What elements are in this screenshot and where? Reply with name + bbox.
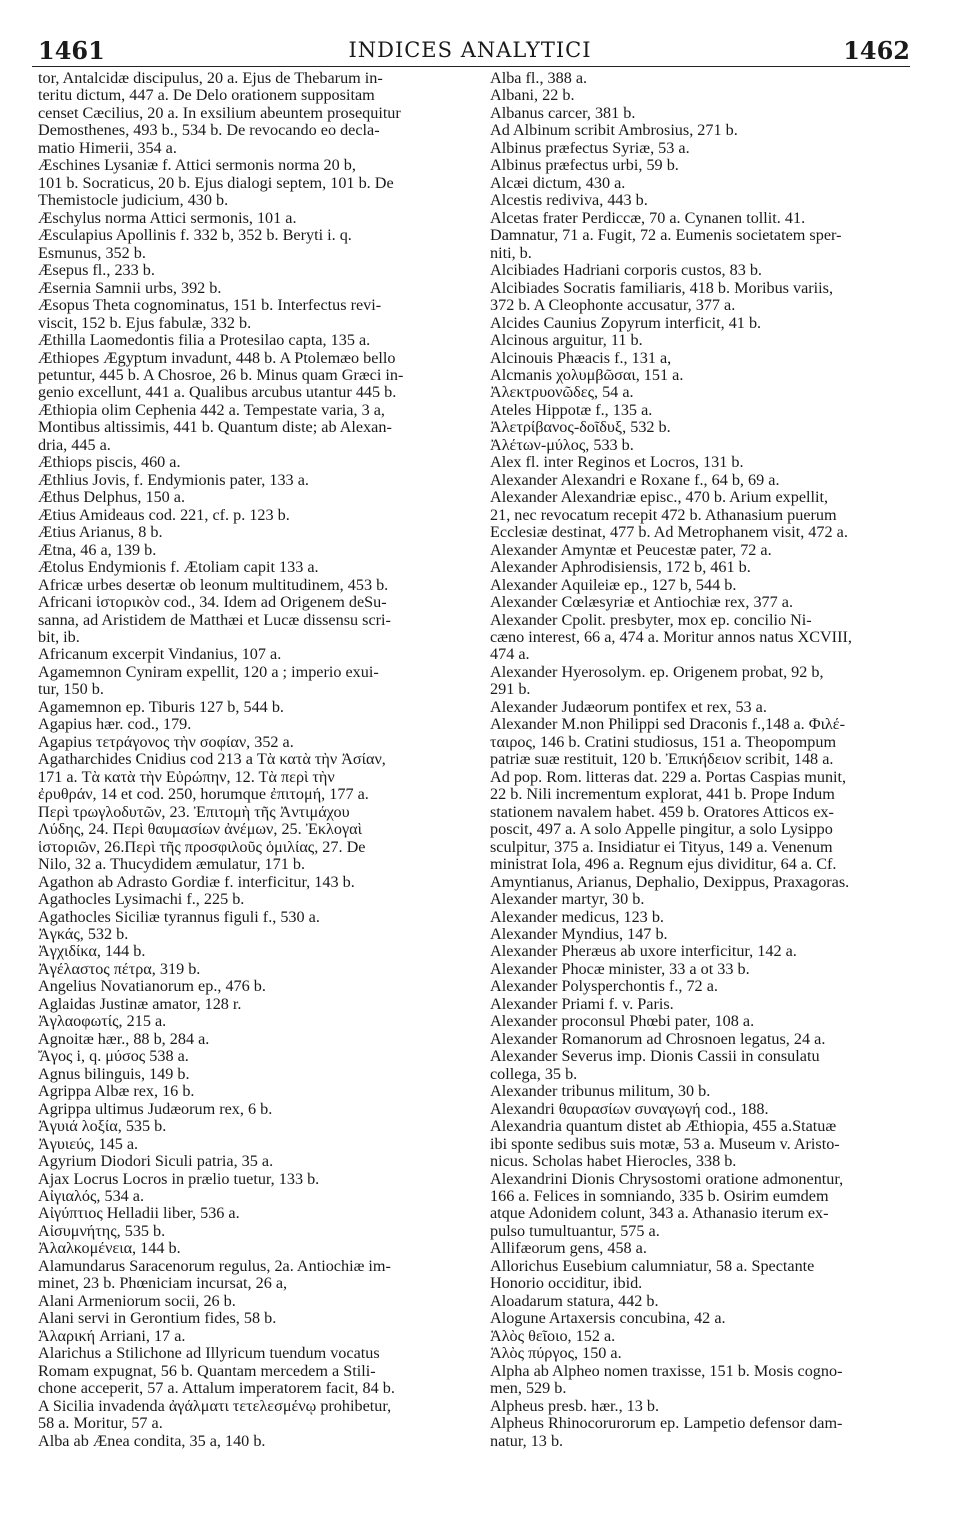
- index-line: Alexander Aphrodisiensis, 172 b, 461 b.: [490, 559, 751, 577]
- index-line: teritu dictum, 447 a. De Delo orationem suppositam: [38, 87, 375, 105]
- index-line: Alcibiades Socratis familiaris, 418 b. Moribus variis,: [490, 279, 834, 297]
- index-line: Æthilla Laomedontis filia a Protesilao capta, 135 a.: [38, 332, 371, 350]
- index-line: Agrippa ultimus Judæorum rex, 6 b.: [38, 1100, 273, 1118]
- index-line: Ad pop. Rom. litteras dat. 229 a. Portas Caspias munit,: [490, 768, 847, 786]
- index-line: Æthlius Jovis, f. Endymionis pater, 133 a.: [38, 471, 309, 489]
- index-line: Alexander martyr, 30 b.: [490, 891, 645, 909]
- index-line: 58 a. Moritur, 57 a.: [38, 1415, 163, 1433]
- index-line: Alexander Romanorum ad Chrosnoen legatus, 24 a.: [490, 1030, 826, 1048]
- index-line: Alani Armeniorum socii, 26 b.: [38, 1292, 236, 1310]
- index-line: Agamemnon ep. Tiburis 127 b, 544 b.: [38, 698, 284, 716]
- index-line: 21, nec revocatum recepit 472 b. Athanasium puerum: [490, 506, 837, 524]
- index-line: Alba ab Ænea condita, 35 a, 140 b.: [38, 1432, 266, 1450]
- index-line: Alexander Cœlæsyriæ et Antiochiæ rex, 377 a.: [490, 594, 794, 612]
- index-line: Ἀλέτων-μύλος, 533 b.: [490, 436, 634, 454]
- index-line: Æsculapius Apollinis f. 332 b, 352 b. Beryti i. q.: [38, 227, 352, 245]
- index-line: Æthiopes Ægyptum invadunt, 448 b. A Ptolemæo bello: [38, 349, 396, 367]
- index-line: Albinus præfectus Syriæ, 53 a.: [490, 139, 690, 157]
- index-line: Ἀλετρίβανος-δοῖδυξ, 532 b.: [490, 419, 671, 437]
- page-header: [30, 36, 910, 66]
- running-title: INDICES ANALYTICI: [348, 38, 592, 62]
- index-line: Africani ἱστορικὸν cod., 34. Idem ad Origenem deSu-: [38, 594, 387, 612]
- index-line: Ætna, 46 a, 139 b.: [38, 541, 157, 559]
- index-line: Demosthenes, 493 b., 534 b. De revocando eo declа-: [38, 122, 380, 140]
- index-line: Æthiopia olim Cephenia 442 a. Tempestate varia, 3 a,: [38, 401, 385, 419]
- index-line: Ἀγκάς, 532 b.: [38, 925, 129, 943]
- index-line: Alamundarus Saracenorum regulus, 2a. Antiochiæ im-: [38, 1257, 391, 1275]
- index-line: Alexandri θαυρασίων συναγωγή cod., 188.: [490, 1100, 769, 1118]
- right-column: [490, 70, 920, 1450]
- index-line: Ætius Amideaus cod. 221, cf. p. 123 b.: [38, 506, 290, 524]
- index-line: Ἁλὸς πύργος, 150 a.: [490, 1345, 622, 1363]
- index-line: men, 529 b.: [490, 1380, 567, 1398]
- index-line: ἱστοριῶν, 26.Περὶ τῆς προσφιλοῦς ὁμιλίας, 27. De: [38, 838, 366, 856]
- index-line: Æthus Delphus, 150 a.: [38, 489, 186, 507]
- index-line: pulso tumultuantur, 575 a.: [490, 1222, 660, 1240]
- index-line: viscit, 152 b. Ejus fabulæ, 332 b.: [38, 314, 252, 332]
- index-line: Albinus præfectus urbi, 59 b.: [490, 157, 679, 175]
- index-line: Agamemnon Cyniram expellit, 120 a ; imperio exui-: [38, 663, 379, 681]
- index-line: Africæ urbes desertæ ob leonum multitudinem, 453 b.: [38, 576, 389, 594]
- index-line: Alexander Phocæ minister, 33 a ot 33 b.: [490, 960, 750, 978]
- index-line: 166 a. Felices in somniando, 335 b. Osirim eumdem: [490, 1188, 829, 1205]
- index-line: ministrat Iola, 496 a. Regnum ejus dividitur, 64 a. Cf.: [490, 856, 837, 874]
- index-line: Æschylus norma Attici sermonis, 101 a.: [38, 209, 297, 227]
- index-line: Alexander Cpolit. presbyter, mox ep. concilio Ni-: [490, 611, 812, 629]
- index-line: dria, 445 a.: [38, 436, 111, 454]
- index-line: Agathocles Lysimachi f., 225 b.: [38, 891, 245, 909]
- index-line: Ætius Arianus, 8 b.: [38, 524, 163, 542]
- index-line: Alcinouis Phæacis f., 131 a,: [490, 349, 672, 367]
- index-line: ἐρυθράν, 14 et cod. 250, horumque ἐπιτομή, 177 a.: [38, 786, 369, 804]
- index-line: genio excellunt, 441 a. Qualibus arcubus utantur 445 b.: [38, 384, 397, 402]
- index-line: Alpheus presb. hær., 13 b.: [490, 1397, 660, 1415]
- index-line: Agnus bilinguis, 149 b.: [38, 1065, 190, 1083]
- index-line: tor, Antalcidæ discipulus, 20 a. Ejus de Thebarum in-: [38, 70, 383, 87]
- index-line: Allorichus Eusebium calumniatur, 58 a. Spectante: [490, 1257, 815, 1275]
- index-line: Angelius Novatianorum ep., 476 b.: [38, 978, 266, 996]
- index-line: Romam expugnat, 56 b. Quantam mercedem a Stili-: [38, 1362, 376, 1380]
- index-line: Æsopus Theta cognominatus, 151 b. Interfectus revi-: [38, 297, 382, 315]
- index-line: sculpitur, 375 a. Insidiatur ei Tityus, 149 a. Venenum: [490, 838, 833, 856]
- index-line: Ἀλαλκομένεια, 144 b.: [38, 1240, 181, 1258]
- index-line: Ἀλαρική Arriani, 17 a.: [38, 1327, 186, 1345]
- index-line: Albanus carcer, 381 b.: [490, 104, 636, 122]
- index-line: Alexander Alexandriæ episc., 470 b. Arium expellit,: [490, 489, 829, 507]
- index-line: Ætolus Endymionis f. Ætoliam capit 133 a.: [38, 559, 319, 577]
- index-line: Aglaidas Justinæ amator, 128 r.: [38, 995, 242, 1013]
- index-line: Honorio occiditur, ibid.: [490, 1275, 643, 1293]
- index-line: Agyrium Diodori Siculi patria, 35 a.: [38, 1153, 274, 1171]
- index-line: Αἰσυμνήτης, 535 b.: [38, 1222, 166, 1240]
- index-line: Æschines Lysaniæ f. Attici sermonis norma 20 b,: [38, 157, 356, 175]
- index-line: ibi sponte sedibus suis motæ, 53 a. Museum v. Aristo-: [490, 1135, 840, 1153]
- index-line: 372 b. A Cleophonte accusatur, 377 a.: [490, 297, 736, 315]
- index-line: bit, ib.: [38, 629, 80, 646]
- index-line: Agrippa Albæ rex, 16 b.: [38, 1083, 195, 1101]
- index-line: Alpheus Rhinocorurorum ep. Lampetio defensor dam-: [490, 1415, 843, 1433]
- index-line: Themistocle judicium, 430 b.: [38, 192, 229, 210]
- index-line: Damnatur, 71 a. Fugit, 72 a. Eumenis societatem sper-: [490, 227, 842, 245]
- index-line: Agathon ab Adrasto Gordiæ f. interficitur, 143 b.: [38, 873, 355, 891]
- index-line: Alani servi in Gerontium fides, 58 b.: [38, 1310, 277, 1328]
- index-line: Alcibiades Hadriani corporis custos, 83 b.: [490, 262, 762, 280]
- index-line: Alexander Alexandri e Roxane f., 64 b, 69 a.: [490, 471, 780, 489]
- index-line: collega, 35 b.: [490, 1065, 578, 1083]
- index-line: Αἰγύπτιος Helladii liber, 536 a.: [38, 1205, 240, 1223]
- index-line: Alexandrini Dionis Chrysostomi oratione admonentur,: [490, 1170, 844, 1188]
- right-page-number: 1462: [843, 36, 910, 65]
- index-line: Ἀγχιδίκα, 144 b.: [38, 943, 146, 961]
- index-line: Agatharchides Cnidius cod 213 a Τὰ κατὰ τὴν Ἀσίαν,: [38, 751, 386, 769]
- index-line: Albani, 22 b.: [490, 87, 575, 105]
- index-line: minet, 23 b. Phœniciam incursat, 26 a,: [38, 1275, 288, 1293]
- index-line: Alexander Severus imp. Dionis Cassii in consulatu: [490, 1048, 820, 1066]
- index-line: Alcides Caunius Zopyrum interficit, 41 b.: [490, 314, 762, 332]
- index-line: Nilo, 32 a. Thucydidem æmulatur, 171 b.: [38, 856, 306, 874]
- index-line: Alexander proconsul Phœbi pater, 108 a.: [490, 1013, 755, 1031]
- index-line: Aloadarum statura, 442 b.: [490, 1292, 659, 1310]
- index-line: Alexander Pheræus ab uxore interficitur, 142 a.: [490, 943, 797, 961]
- index-line: Ἀγυιά λοξία, 535 b.: [38, 1118, 167, 1136]
- index-line: Ἀλεκτρυονῶδες, 54 a.: [490, 384, 634, 402]
- index-line: Ateles Hippotæ f., 135 a.: [490, 401, 653, 419]
- index-line: niti, b.: [490, 244, 532, 262]
- index-line: Amyntianus, Arianus, Dephalio, Dexippus, Praxagoras.: [490, 873, 850, 891]
- index-line: A Sicilia invadenda ἀγάλματι τετελεσμένῳ prohibetur,: [38, 1397, 392, 1415]
- index-line: Αἰγιαλός, 534 a.: [38, 1188, 145, 1205]
- index-line: cæno interest, 66 a, 474 a. Moritur annos natus XCVIII,: [490, 629, 852, 646]
- index-line: Alcæi dictum, 430 a.: [490, 174, 626, 192]
- index-line: censet Cæcilius, 20 a. In exsilium abeuntem prosequitur: [38, 104, 401, 122]
- index-line: Alexander Polysperchontis f., 72 a.: [490, 978, 718, 996]
- index-line: patriæ suæ restituit, 120 b. Ἐπικήδειον scribit, 148 a.: [490, 751, 834, 769]
- index-line: Agnoitæ hær., 88 b, 284 a.: [38, 1030, 210, 1048]
- index-line: Alexander Judæorum pontifex et rex, 53 a.: [490, 698, 767, 716]
- index-line: Alexander Hyerosolym. ep. Origenem probat, 92 b,: [490, 663, 824, 681]
- index-line: Ἁλὸς θεῖοιο, 152 a.: [490, 1327, 616, 1345]
- index-line: ταιρος, 146 b. Cratini studiosus, 151 a. Theopompum: [490, 733, 837, 751]
- index-line: atque Adonidem colunt, 343 a. Athanasio iterum ex-: [490, 1205, 829, 1223]
- index-line: Alarichus a Stilichone ad Illyricum tuendum vocatus: [38, 1345, 380, 1363]
- index-line: Alcetas frater Perdiccæ, 70 a. Cynanen tollit. 41.: [490, 209, 806, 227]
- index-line: Alexander Aquileiæ ep., 127 b, 544 b.: [490, 576, 737, 594]
- index-line: Africanum excerpit Vindanius, 107 a.: [38, 646, 282, 664]
- index-line: Alexander Amyntæ et Peucestæ pater, 72 a.: [490, 541, 772, 559]
- index-line: chone acceperit, 57 a. Attalum imperatorem facit, 84 b.: [38, 1380, 395, 1398]
- index-line: Alexandria quantum distet ab Æthiopia, 455 a.Statuæ: [490, 1118, 837, 1136]
- index-line: tur, 150 b.: [38, 681, 104, 699]
- index-line: Ajax Locrus Locros in prælio tuetur, 133 b.: [38, 1170, 320, 1188]
- index-line: Λύδης, 24. Περὶ θαυμασίων ἀνέμων, 25. Ἐκλογαὶ: [38, 821, 362, 839]
- index-line: Montibus altissimis, 441 b. Quantum diste; ab Alexan-: [38, 419, 392, 437]
- index-line: Agapius τετράγονος τὴν σοφίαν, 352 a.: [38, 733, 294, 751]
- index-line: Alexander Myndius, 147 b.: [490, 925, 668, 943]
- index-line: Allifæorum gens, 458 a.: [490, 1240, 647, 1258]
- index-line: Alogune Artaxersis concubina, 42 a.: [490, 1310, 726, 1328]
- index-line: Ἀγλαοφωτίς, 215 a.: [38, 1013, 167, 1031]
- index-line: Esmunus, 352 b.: [38, 244, 146, 262]
- index-line: 474 a.: [490, 646, 530, 664]
- index-line: Æsernia Samnii urbs, 392 b.: [38, 279, 222, 297]
- index-line: 22 b. Nili incrementum explorat, 441 b. Prope Indum: [490, 786, 835, 804]
- index-line: 171 a. Τὰ κατὰ τὴν Εὐρώπην, 12. Τὰ περὶ τὴν: [38, 768, 335, 786]
- index-line: Ἀγυιεύς, 145 a.: [38, 1135, 139, 1153]
- index-line: Agapius hær. cod., 179.: [38, 716, 192, 734]
- left-column: [38, 70, 478, 1450]
- index-line: 101 b. Socraticus, 20 b. Ejus dialogi septem, 101 b. De: [38, 174, 394, 192]
- index-line: Agathocles Siciliæ tyrannus figuli f., 530 a.: [38, 908, 320, 926]
- index-line: nicus. Scholas habet Hierocles, 338 b.: [490, 1153, 737, 1171]
- index-line: Alexander Priami f. v. Paris.: [490, 995, 674, 1013]
- index-line: stationem navalem habet. 459 b. Oratores Atticos ex-: [490, 803, 834, 821]
- index-line: Æthiops piscis, 460 a.: [38, 454, 181, 472]
- index-line: Alex fl. inter Reginos et Locros, 131 b.: [490, 454, 744, 472]
- index-line: sanna, ad Aristidem de Matthæi et Lucæ dissensu scri-: [38, 611, 391, 629]
- index-line: Alcinous arguitur, 11 b.: [490, 332, 643, 350]
- index-line: 291 b.: [490, 681, 531, 699]
- index-line: matio Himerii, 354 a.: [38, 139, 177, 157]
- index-line: Ad Albinum scribit Ambrosius, 271 b.: [490, 122, 738, 140]
- index-line: Ἄγος i, q. μύσος 538 a.: [38, 1048, 189, 1066]
- index-line: Alcestis rediviva, 443 b.: [490, 192, 648, 210]
- index-line: Ἀγέλαστος πέτρα, 319 b.: [38, 960, 201, 978]
- header-rule: [32, 66, 910, 67]
- left-page-number: 1461: [38, 36, 105, 65]
- index-line: Alpha ab Alpheo nomen traxisse, 151 b. Mosis cogno-: [490, 1362, 843, 1380]
- index-line: poscit, 497 a. A solo Appelle pingitur, a solo Lysippo: [490, 821, 833, 839]
- index-line: Περὶ τρωγλοδυτῶν, 23. Ἐπιτομὴ τῆς Ἀντιμάχου: [38, 803, 350, 821]
- index-line: Ecclesiæ destinat, 477 b. Ad Metrophanem visit, 472 a.: [490, 524, 848, 542]
- index-line: Alexander tribunus militum, 30 b.: [490, 1083, 711, 1101]
- index-line: Æsepus fl., 233 b.: [38, 262, 155, 280]
- index-line: natur, 13 b.: [490, 1432, 564, 1450]
- index-line: Alcmanis χολυμβῶσαι, 151 a.: [490, 366, 684, 384]
- index-line: Alexander M.non Philippi sed Draconis f.,148 a. Φιλέ-: [490, 716, 845, 734]
- index-line: Alba fl., 388 a.: [490, 70, 588, 87]
- index-line: Alexander medicus, 123 b.: [490, 908, 664, 926]
- index-line: petuntur, 445 b. A Chosroe, 26 b. Minus quam Græci in-: [38, 366, 404, 384]
